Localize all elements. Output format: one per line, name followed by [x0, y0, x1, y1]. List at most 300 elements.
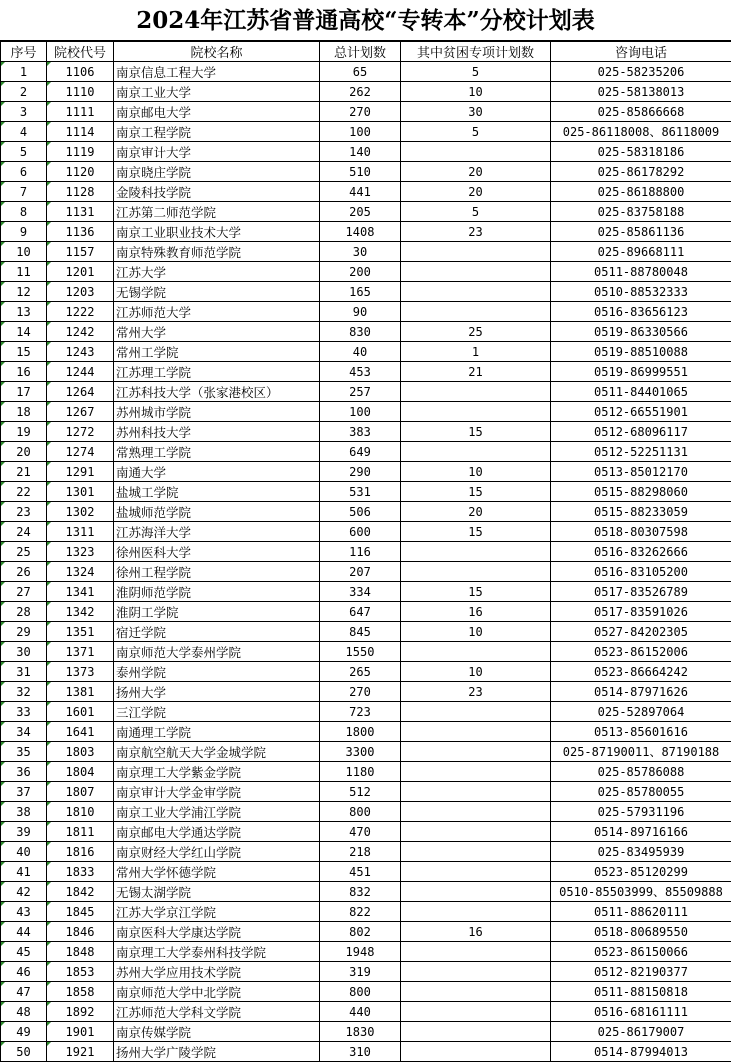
cell-total-plan[interactable]: 218: [320, 842, 401, 862]
cell-total-plan[interactable]: 647: [320, 602, 401, 622]
cell-poverty-plan[interactable]: [401, 802, 551, 822]
cell-no[interactable]: 13: [1, 302, 47, 322]
cell-total-plan[interactable]: 800: [320, 982, 401, 1002]
cell-no[interactable]: 16: [1, 362, 47, 382]
cell-phone[interactable]: 025-58318186: [551, 142, 731, 162]
cell-code[interactable]: 1311: [47, 522, 114, 542]
cell-poverty-plan[interactable]: 10: [401, 622, 551, 642]
cell-total-plan[interactable]: 334: [320, 582, 401, 602]
cell-total-plan[interactable]: 440: [320, 1002, 401, 1022]
cell-code[interactable]: 1222: [47, 302, 114, 322]
cell-total-plan[interactable]: 200: [320, 262, 401, 282]
cell-phone[interactable]: 0517-83526789: [551, 582, 731, 602]
cell-code[interactable]: 1324: [47, 562, 114, 582]
cell-no[interactable]: 43: [1, 902, 47, 922]
cell-poverty-plan[interactable]: 5: [401, 62, 551, 82]
cell-total-plan[interactable]: 265: [320, 662, 401, 682]
cell-no[interactable]: 35: [1, 742, 47, 762]
cell-phone[interactable]: 025-86118008、86118009: [551, 122, 731, 142]
cell-poverty-plan[interactable]: [401, 542, 551, 562]
cell-code[interactable]: 1267: [47, 402, 114, 422]
cell-total-plan[interactable]: 822: [320, 902, 401, 922]
cell-code[interactable]: 1811: [47, 822, 114, 842]
header-cell-phone[interactable]: 咨询电话: [551, 42, 731, 62]
cell-school-name[interactable]: 常州大学怀德学院: [114, 862, 320, 882]
cell-poverty-plan[interactable]: 30: [401, 102, 551, 122]
cell-school-name[interactable]: 南京特殊教育师范学院: [114, 242, 320, 262]
cell-no[interactable]: 22: [1, 482, 47, 502]
cell-code[interactable]: 1381: [47, 682, 114, 702]
cell-code[interactable]: 1244: [47, 362, 114, 382]
cell-total-plan[interactable]: 205: [320, 202, 401, 222]
cell-total-plan[interactable]: 1408: [320, 222, 401, 242]
header-cell-no[interactable]: 序号: [1, 42, 47, 62]
cell-total-plan[interactable]: 207: [320, 562, 401, 582]
cell-phone[interactable]: 025-86179007: [551, 1022, 731, 1042]
cell-total-plan[interactable]: 1800: [320, 722, 401, 742]
cell-total-plan[interactable]: 649: [320, 442, 401, 462]
cell-code[interactable]: 1892: [47, 1002, 114, 1022]
cell-no[interactable]: 21: [1, 462, 47, 482]
cell-school-name[interactable]: 南京师范大学泰州学院: [114, 642, 320, 662]
cell-poverty-plan[interactable]: [401, 722, 551, 742]
cell-code[interactable]: 1120: [47, 162, 114, 182]
cell-total-plan[interactable]: 600: [320, 522, 401, 542]
cell-poverty-plan[interactable]: [401, 562, 551, 582]
cell-poverty-plan[interactable]: 20: [401, 182, 551, 202]
cell-school-name[interactable]: 南通理工学院: [114, 722, 320, 742]
cell-phone[interactable]: 0513-85012170: [551, 462, 731, 482]
cell-phone[interactable]: 025-89668111: [551, 242, 731, 262]
cell-poverty-plan[interactable]: [401, 262, 551, 282]
cell-poverty-plan[interactable]: 5: [401, 202, 551, 222]
cell-poverty-plan[interactable]: [401, 962, 551, 982]
cell-code[interactable]: 1323: [47, 542, 114, 562]
cell-phone[interactable]: 0516-83656123: [551, 302, 731, 322]
cell-phone[interactable]: 025-85780055: [551, 782, 731, 802]
cell-total-plan[interactable]: 802: [320, 922, 401, 942]
cell-school-name[interactable]: 盐城师范学院: [114, 502, 320, 522]
cell-code[interactable]: 1601: [47, 702, 114, 722]
cell-poverty-plan[interactable]: [401, 942, 551, 962]
cell-phone[interactable]: 0512-66551901: [551, 402, 731, 422]
cell-poverty-plan[interactable]: [401, 762, 551, 782]
cell-school-name[interactable]: 徐州工程学院: [114, 562, 320, 582]
cell-poverty-plan[interactable]: [401, 442, 551, 462]
cell-total-plan[interactable]: 40: [320, 342, 401, 362]
cell-no[interactable]: 7: [1, 182, 47, 202]
cell-total-plan[interactable]: 1948: [320, 942, 401, 962]
cell-total-plan[interactable]: 270: [320, 102, 401, 122]
cell-school-name[interactable]: 苏州城市学院: [114, 402, 320, 422]
cell-poverty-plan[interactable]: 15: [401, 582, 551, 602]
cell-code[interactable]: 1810: [47, 802, 114, 822]
cell-no[interactable]: 10: [1, 242, 47, 262]
cell-school-name[interactable]: 南京财经大学红山学院: [114, 842, 320, 862]
cell-no[interactable]: 23: [1, 502, 47, 522]
cell-poverty-plan[interactable]: [401, 1022, 551, 1042]
cell-no[interactable]: 36: [1, 762, 47, 782]
cell-poverty-plan[interactable]: [401, 1002, 551, 1022]
cell-phone[interactable]: 0517-83591026: [551, 602, 731, 622]
cell-total-plan[interactable]: 116: [320, 542, 401, 562]
cell-school-name[interactable]: 南京传媒学院: [114, 1022, 320, 1042]
cell-no[interactable]: 6: [1, 162, 47, 182]
cell-school-name[interactable]: 江苏海洋大学: [114, 522, 320, 542]
cell-school-name[interactable]: 江苏第二师范学院: [114, 202, 320, 222]
cell-no[interactable]: 48: [1, 1002, 47, 1022]
cell-no[interactable]: 27: [1, 582, 47, 602]
cell-code[interactable]: 1804: [47, 762, 114, 782]
cell-school-name[interactable]: 南京审计大学: [114, 142, 320, 162]
cell-phone[interactable]: 0511-88780048: [551, 262, 731, 282]
cell-code[interactable]: 1858: [47, 982, 114, 1002]
cell-no[interactable]: 39: [1, 822, 47, 842]
cell-phone[interactable]: 025-85861136: [551, 222, 731, 242]
cell-poverty-plan[interactable]: [401, 282, 551, 302]
cell-poverty-plan[interactable]: 16: [401, 922, 551, 942]
cell-phone[interactable]: 0511-84401065: [551, 382, 731, 402]
cell-no[interactable]: 47: [1, 982, 47, 1002]
cell-no[interactable]: 24: [1, 522, 47, 542]
cell-poverty-plan[interactable]: 10: [401, 662, 551, 682]
cell-school-name[interactable]: 常熟理工学院: [114, 442, 320, 462]
cell-school-name[interactable]: 江苏理工学院: [114, 362, 320, 382]
cell-poverty-plan[interactable]: [401, 642, 551, 662]
cell-school-name[interactable]: 徐州医科大学: [114, 542, 320, 562]
cell-school-name[interactable]: 常州大学: [114, 322, 320, 342]
cell-school-name[interactable]: 南京师范大学中北学院: [114, 982, 320, 1002]
cell-total-plan[interactable]: 100: [320, 402, 401, 422]
cell-poverty-plan[interactable]: [401, 702, 551, 722]
cell-school-name[interactable]: 淮阴师范学院: [114, 582, 320, 602]
cell-no[interactable]: 3: [1, 102, 47, 122]
cell-code[interactable]: 1341: [47, 582, 114, 602]
cell-no[interactable]: 33: [1, 702, 47, 722]
cell-poverty-plan[interactable]: [401, 302, 551, 322]
cell-phone[interactable]: 0512-82190377: [551, 962, 731, 982]
cell-school-name[interactable]: 南京邮电大学通达学院: [114, 822, 320, 842]
cell-school-name[interactable]: 南京工程学院: [114, 122, 320, 142]
cell-phone[interactable]: 0514-89716166: [551, 822, 731, 842]
cell-school-name[interactable]: 江苏大学: [114, 262, 320, 282]
cell-code[interactable]: 1131: [47, 202, 114, 222]
cell-school-name[interactable]: 无锡太湖学院: [114, 882, 320, 902]
cell-school-name[interactable]: 南京审计大学金审学院: [114, 782, 320, 802]
cell-code[interactable]: 1128: [47, 182, 114, 202]
cell-no[interactable]: 40: [1, 842, 47, 862]
cell-total-plan[interactable]: 65: [320, 62, 401, 82]
cell-total-plan[interactable]: 290: [320, 462, 401, 482]
cell-code[interactable]: 1291: [47, 462, 114, 482]
cell-total-plan[interactable]: 800: [320, 802, 401, 822]
cell-phone[interactable]: 025-83758188: [551, 202, 731, 222]
cell-code[interactable]: 1242: [47, 322, 114, 342]
cell-no[interactable]: 14: [1, 322, 47, 342]
cell-phone[interactable]: 0519-86999551: [551, 362, 731, 382]
cell-code[interactable]: 1111: [47, 102, 114, 122]
cell-poverty-plan[interactable]: 23: [401, 682, 551, 702]
cell-poverty-plan[interactable]: [401, 882, 551, 902]
cell-poverty-plan[interactable]: 10: [401, 462, 551, 482]
cell-no[interactable]: 30: [1, 642, 47, 662]
cell-school-name[interactable]: 泰州学院: [114, 662, 320, 682]
cell-school-name[interactable]: 江苏大学京江学院: [114, 902, 320, 922]
cell-phone[interactable]: 0519-88510088: [551, 342, 731, 362]
cell-school-name[interactable]: 三江学院: [114, 702, 320, 722]
cell-poverty-plan[interactable]: 20: [401, 162, 551, 182]
cell-phone[interactable]: 0514-87994013: [551, 1042, 731, 1062]
cell-total-plan[interactable]: 140: [320, 142, 401, 162]
cell-code[interactable]: 1301: [47, 482, 114, 502]
cell-no[interactable]: 19: [1, 422, 47, 442]
cell-no[interactable]: 18: [1, 402, 47, 422]
cell-poverty-plan[interactable]: 20: [401, 502, 551, 522]
cell-school-name[interactable]: 南京工业大学: [114, 82, 320, 102]
cell-no[interactable]: 26: [1, 562, 47, 582]
cell-school-name[interactable]: 金陵科技学院: [114, 182, 320, 202]
cell-phone[interactable]: 0523-86152006: [551, 642, 731, 662]
cell-no[interactable]: 45: [1, 942, 47, 962]
cell-no[interactable]: 46: [1, 962, 47, 982]
cell-code[interactable]: 1272: [47, 422, 114, 442]
cell-poverty-plan[interactable]: 25: [401, 322, 551, 342]
cell-phone[interactable]: 025-86188800: [551, 182, 731, 202]
cell-school-name[interactable]: 苏州大学应用技术学院: [114, 962, 320, 982]
cell-school-name[interactable]: 江苏科技大学（张家港校区）: [114, 382, 320, 402]
cell-phone[interactable]: 0510-88532333: [551, 282, 731, 302]
cell-school-name[interactable]: 宿迁学院: [114, 622, 320, 642]
cell-no[interactable]: 1: [1, 62, 47, 82]
cell-poverty-plan[interactable]: [401, 902, 551, 922]
cell-phone[interactable]: 025-86178292: [551, 162, 731, 182]
cell-no[interactable]: 25: [1, 542, 47, 562]
cell-poverty-plan[interactable]: [401, 742, 551, 762]
cell-school-name[interactable]: 南京医科大学康达学院: [114, 922, 320, 942]
cell-no[interactable]: 31: [1, 662, 47, 682]
cell-code[interactable]: 1114: [47, 122, 114, 142]
cell-school-name[interactable]: 江苏师范大学: [114, 302, 320, 322]
cell-total-plan[interactable]: 100: [320, 122, 401, 142]
cell-total-plan[interactable]: 383: [320, 422, 401, 442]
cell-no[interactable]: 9: [1, 222, 47, 242]
cell-no[interactable]: 8: [1, 202, 47, 222]
cell-no[interactable]: 20: [1, 442, 47, 462]
cell-total-plan[interactable]: 531: [320, 482, 401, 502]
cell-total-plan[interactable]: 30: [320, 242, 401, 262]
cell-phone[interactable]: 025-52897064: [551, 702, 731, 722]
cell-code[interactable]: 1243: [47, 342, 114, 362]
cell-phone[interactable]: 0516-83105200: [551, 562, 731, 582]
cell-code[interactable]: 1842: [47, 882, 114, 902]
cell-no[interactable]: 15: [1, 342, 47, 362]
cell-total-plan[interactable]: 451: [320, 862, 401, 882]
cell-code[interactable]: 1371: [47, 642, 114, 662]
cell-code[interactable]: 1373: [47, 662, 114, 682]
cell-total-plan[interactable]: 845: [320, 622, 401, 642]
cell-code[interactable]: 1157: [47, 242, 114, 262]
cell-total-plan[interactable]: 506: [320, 502, 401, 522]
cell-poverty-plan[interactable]: 10: [401, 82, 551, 102]
cell-school-name[interactable]: 南京理工大学泰州科技学院: [114, 942, 320, 962]
cell-code[interactable]: 1106: [47, 62, 114, 82]
cell-poverty-plan[interactable]: [401, 382, 551, 402]
cell-phone[interactable]: 0518-80689550: [551, 922, 731, 942]
cell-code[interactable]: 1803: [47, 742, 114, 762]
cell-total-plan[interactable]: 510: [320, 162, 401, 182]
cell-phone[interactable]: 0516-68161111: [551, 1002, 731, 1022]
cell-phone[interactable]: 0515-88298060: [551, 482, 731, 502]
cell-phone[interactable]: 0514-87971626: [551, 682, 731, 702]
cell-school-name[interactable]: 苏州科技大学: [114, 422, 320, 442]
cell-code[interactable]: 1342: [47, 602, 114, 622]
cell-no[interactable]: 29: [1, 622, 47, 642]
cell-code[interactable]: 1203: [47, 282, 114, 302]
cell-phone[interactable]: 0523-86664242: [551, 662, 731, 682]
cell-total-plan[interactable]: 262: [320, 82, 401, 102]
cell-total-plan[interactable]: 453: [320, 362, 401, 382]
cell-poverty-plan[interactable]: [401, 862, 551, 882]
cell-total-plan[interactable]: 319: [320, 962, 401, 982]
cell-total-plan[interactable]: 257: [320, 382, 401, 402]
cell-total-plan[interactable]: 1180: [320, 762, 401, 782]
cell-school-name[interactable]: 淮阴工学院: [114, 602, 320, 622]
cell-code[interactable]: 1302: [47, 502, 114, 522]
cell-phone[interactable]: 025-58235206: [551, 62, 731, 82]
cell-poverty-plan[interactable]: 15: [401, 522, 551, 542]
cell-code[interactable]: 1846: [47, 922, 114, 942]
cell-code[interactable]: 1351: [47, 622, 114, 642]
cell-phone[interactable]: 0519-86330566: [551, 322, 731, 342]
cell-code[interactable]: 1201: [47, 262, 114, 282]
cell-school-name[interactable]: 江苏师范大学科文学院: [114, 1002, 320, 1022]
cell-phone[interactable]: 0523-85120299: [551, 862, 731, 882]
cell-total-plan[interactable]: 441: [320, 182, 401, 202]
cell-code[interactable]: 1921: [47, 1042, 114, 1062]
cell-total-plan[interactable]: 90: [320, 302, 401, 322]
cell-no[interactable]: 34: [1, 722, 47, 742]
cell-no[interactable]: 38: [1, 802, 47, 822]
cell-poverty-plan[interactable]: [401, 402, 551, 422]
cell-code[interactable]: 1901: [47, 1022, 114, 1042]
cell-no[interactable]: 4: [1, 122, 47, 142]
cell-poverty-plan[interactable]: [401, 242, 551, 262]
cell-school-name[interactable]: 南通大学: [114, 462, 320, 482]
cell-poverty-plan[interactable]: 16: [401, 602, 551, 622]
cell-no[interactable]: 44: [1, 922, 47, 942]
cell-school-name[interactable]: 南京工业职业技术大学: [114, 222, 320, 242]
cell-code[interactable]: 1833: [47, 862, 114, 882]
cell-phone[interactable]: 0512-68096117: [551, 422, 731, 442]
cell-poverty-plan[interactable]: 21: [401, 362, 551, 382]
cell-phone[interactable]: 0512-52251131: [551, 442, 731, 462]
cell-phone[interactable]: 0511-88150818: [551, 982, 731, 1002]
cell-total-plan[interactable]: 1550: [320, 642, 401, 662]
cell-no[interactable]: 28: [1, 602, 47, 622]
cell-no[interactable]: 5: [1, 142, 47, 162]
cell-phone[interactable]: 025-58138013: [551, 82, 731, 102]
cell-no[interactable]: 2: [1, 82, 47, 102]
cell-poverty-plan[interactable]: [401, 842, 551, 862]
cell-total-plan[interactable]: 723: [320, 702, 401, 722]
cell-school-name[interactable]: 南京工业大学浦江学院: [114, 802, 320, 822]
cell-phone[interactable]: 025-85786088: [551, 762, 731, 782]
cell-code[interactable]: 1110: [47, 82, 114, 102]
cell-school-name[interactable]: 南京邮电大学: [114, 102, 320, 122]
cell-total-plan[interactable]: 832: [320, 882, 401, 902]
cell-poverty-plan[interactable]: [401, 982, 551, 1002]
cell-code[interactable]: 1816: [47, 842, 114, 862]
cell-poverty-plan[interactable]: 15: [401, 422, 551, 442]
cell-phone[interactable]: 0510-85503999、85509888: [551, 882, 731, 902]
cell-code[interactable]: 1641: [47, 722, 114, 742]
cell-phone[interactable]: 0513-85601616: [551, 722, 731, 742]
cell-school-name[interactable]: 扬州大学广陵学院: [114, 1042, 320, 1062]
cell-code[interactable]: 1848: [47, 942, 114, 962]
cell-code[interactable]: 1119: [47, 142, 114, 162]
cell-no[interactable]: 12: [1, 282, 47, 302]
cell-no[interactable]: 32: [1, 682, 47, 702]
cell-poverty-plan[interactable]: [401, 142, 551, 162]
cell-total-plan[interactable]: 830: [320, 322, 401, 342]
cell-no[interactable]: 11: [1, 262, 47, 282]
cell-no[interactable]: 41: [1, 862, 47, 882]
cell-phone[interactable]: 0511-88620111: [551, 902, 731, 922]
cell-no[interactable]: 49: [1, 1022, 47, 1042]
cell-phone[interactable]: 0515-88233059: [551, 502, 731, 522]
cell-total-plan[interactable]: 165: [320, 282, 401, 302]
cell-school-name[interactable]: 无锡学院: [114, 282, 320, 302]
cell-school-name[interactable]: 南京航空航天大学金城学院: [114, 742, 320, 762]
header-cell-poor[interactable]: 其中贫困专项计划数: [401, 42, 551, 62]
cell-code[interactable]: 1136: [47, 222, 114, 242]
cell-total-plan[interactable]: 512: [320, 782, 401, 802]
cell-code[interactable]: 1845: [47, 902, 114, 922]
header-cell-name[interactable]: 院校名称: [114, 42, 320, 62]
cell-total-plan[interactable]: 470: [320, 822, 401, 842]
cell-total-plan[interactable]: 310: [320, 1042, 401, 1062]
cell-school-name[interactable]: 盐城工学院: [114, 482, 320, 502]
header-cell-code[interactable]: 院校代号: [47, 42, 114, 62]
cell-code[interactable]: 1264: [47, 382, 114, 402]
cell-poverty-plan[interactable]: [401, 1042, 551, 1062]
cell-total-plan[interactable]: 3300: [320, 742, 401, 762]
cell-phone[interactable]: 025-83495939: [551, 842, 731, 862]
cell-poverty-plan[interactable]: 15: [401, 482, 551, 502]
cell-code[interactable]: 1274: [47, 442, 114, 462]
cell-phone[interactable]: 025-87190011、87190188: [551, 742, 731, 762]
cell-poverty-plan[interactable]: [401, 822, 551, 842]
cell-phone[interactable]: 0516-83262666: [551, 542, 731, 562]
cell-school-name[interactable]: 南京理工大学紫金学院: [114, 762, 320, 782]
cell-phone[interactable]: 0523-86150066: [551, 942, 731, 962]
cell-poverty-plan[interactable]: 23: [401, 222, 551, 242]
cell-total-plan[interactable]: 1830: [320, 1022, 401, 1042]
cell-school-name[interactable]: 南京晓庄学院: [114, 162, 320, 182]
cell-school-name[interactable]: 扬州大学: [114, 682, 320, 702]
header-cell-total[interactable]: 总计划数: [320, 42, 401, 62]
cell-phone[interactable]: 0518-80307598: [551, 522, 731, 542]
cell-code[interactable]: 1807: [47, 782, 114, 802]
cell-no[interactable]: 50: [1, 1042, 47, 1062]
cell-school-name[interactable]: 南京信息工程大学: [114, 62, 320, 82]
cell-code[interactable]: 1853: [47, 962, 114, 982]
cell-poverty-plan[interactable]: [401, 782, 551, 802]
cell-school-name[interactable]: 常州工学院: [114, 342, 320, 362]
cell-no[interactable]: 42: [1, 882, 47, 902]
cell-phone[interactable]: 025-57931196: [551, 802, 731, 822]
cell-total-plan[interactable]: 270: [320, 682, 401, 702]
